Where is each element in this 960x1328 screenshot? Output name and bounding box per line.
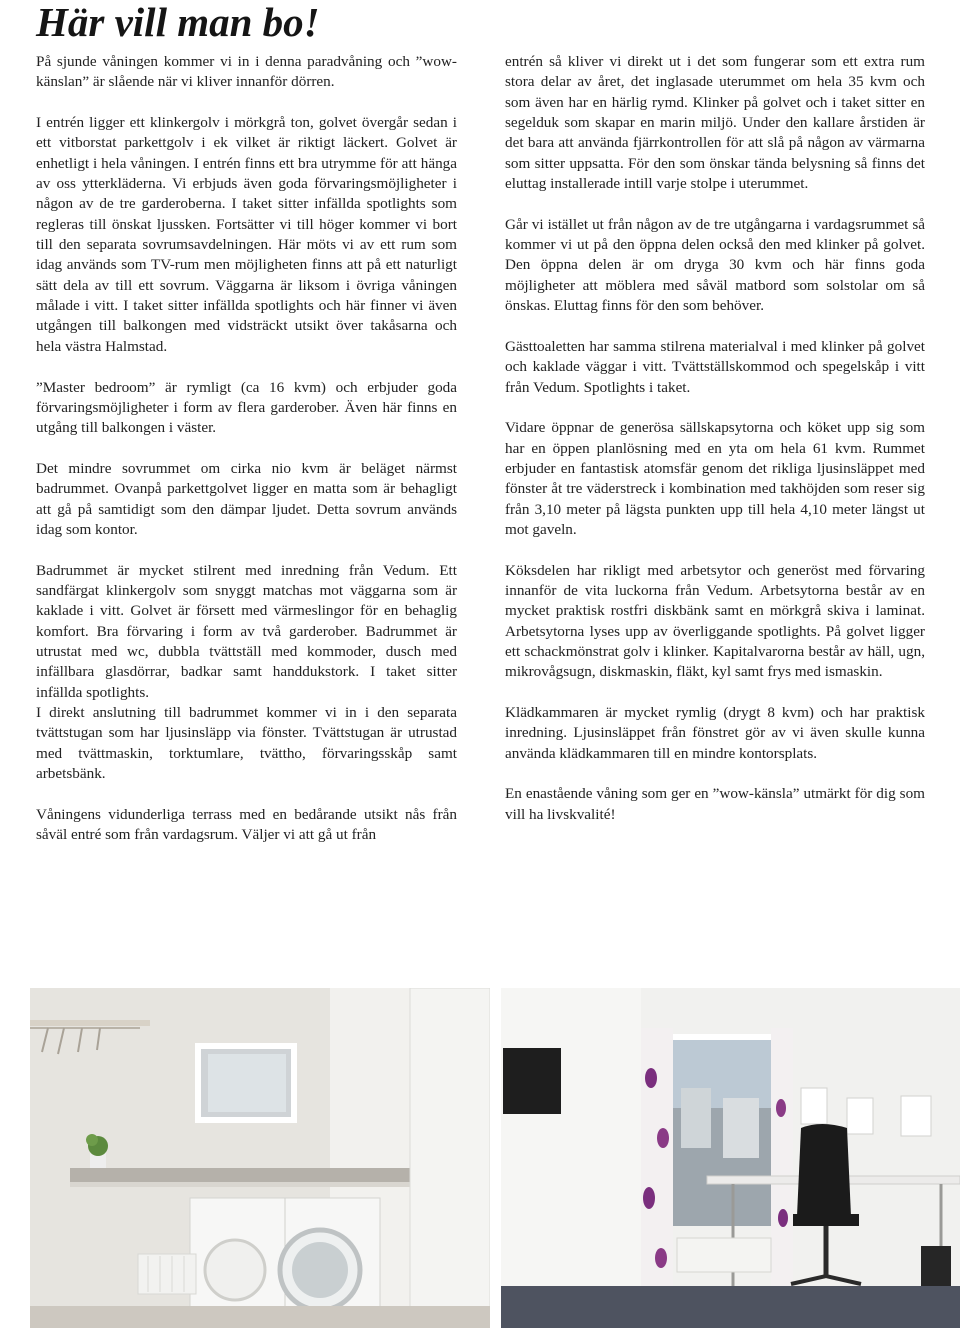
paragraph-open-terrace: Går vi istället ut från någon av de tre utgångarna i vardagsrummet så kommer vi ut på den öppna delen också den med klinker på golvet. Den öppna delen är om dryga 30 kvm och här finns goda möjligheter att möblera med såväl matbord som solstolar om så önskas. Eluttag finns för den som behöver. [505,215,925,315]
paragraph-kitchen: Köksdelen har rikligt med arbetsytor och generöst med förvaring innanför de vita luckorna från Vedum. Arbetsytorna består av en mycket praktisk rostfri diskbänk samt en mörkgrå skiva i laminat. Arbetsytorna lyses upp av överliggande spotlights. På golvet ligger ett schackmönstrat golv i klinker. Kapitalvarorna består av häll, ugn, mikrovågsugn, diskmaskin, fläkt, kyl samt frys med ismaskin. [505,561,925,681]
paragraph-walk-in-closet: Klädkammaren är mycket rymlig (drygt 8 kvm) och har praktisk inredning. Ljusinsläppet från fönstret gör av vi även skulle kunna använda klädkammaren till en mindre kontorsplats. [505,704,925,762]
paragraph-laundry: I direkt anslutning till badrummet kommer vi in i den separata tvättstugan som har ljusinsläpp via fönster. Tvättstugan är utrustad med tvättmaskin, torktumlare, tvättho, förvaringsskåp samt arbetsbänk. [36,704,457,783]
paragraph-master-bedroom: ”Master bedroom” är rymligt (ca 16 kvm) och erbjuder goda förvaringsmöjligheter i form av flera garderober. Även här finns en utgång till balkongen i väster. [36,378,457,437]
page-title: Här vill man bo! [36,0,320,45]
paragraph-closing: En enastående våning som ger en ”wow-känsla” utmärkt för dig som vill ha livskvalité! [505,785,925,823]
paragraph-entrance: I entrén ligger ett klinkergolv i mörkgrå ton, golvet övergår sedan i ett vitborstat parkettgolv i ek vilket är riktigt läckert. Golvet är enhetligt i hela våningen. I entrén finns ett bra utrymme för att hänga av oss ytterkläderna. Vi erbjuds även goda förvaringsmöjligheter i någon av de tre garderoberna. I taket sitter infällda spotlights som regleras till önskat ljussken. Fortsätter vi till höger kommer vi bort till den separata sovrumsavdelningen. Här möts vi av ett rum som idag används som TV-rum men möjligheten finns att på ett naturligt sätt dela av till ett sovrum. Väggarna är liksom i övriga våningen målade i vitt. I taket sitter infällda spotlights och här finner vi även utgången till balkongen med vidsträckt utsikt över takåsarna och hela västra Halmstad. [36,114,457,355]
home-office-photo [501,988,960,1328]
paragraph-bathroom: Badrummet är mycket stilrent med inredning från Vedum. Ett sandfärgat klinkergolv som snyggt matchas mot väggarna som är kaklade i vitt. Golvet är försett med värmeslingor för en behaglig komfort. Bra förvaring i form av två garderober. Badrummet är utrustat med wc, dubbla tvättställ med kommoder, dusch med infällbara glasdörrar, badkar samt handdukstork. I taket sitter infällda spotlights. [36,561,457,701]
laundry-room-photo [30,988,490,1328]
paragraph-intro: På sjunde våningen kommer vi in i denna paradvåning och ”wow-känslan” är slående när vi kliver innanför dörren. [36,53,457,91]
paragraph-small-bedroom: Det mindre sovrummet om cirka nio kvm är beläget närmst badrummet. Ovanpå parkettgolvet ligger en matta som är behagligt att gå på samtidigt som den dämpar ljudet. Detta sovrum används idag som kontor. [36,459,457,538]
paragraph-terrace: Våningens vidunderliga terrass med en bedårande utsikt nås från såväl entré som från vardagsrum. Väljer vi att gå ut från [36,805,457,844]
paragraph-living-area: Vidare öppnar de generösa sällskapsytorna och köket upp sig som har en öppen planlösning med en yta om hela 61 kvm. Rummet erbjuder en fantastisk atomsfär genom det rikliga ljusinsläppet med fönster åt tre väderstreck i kombination med takhöjden som reser sig från 3,10 meter på lägsta punkten upp till hela 4,10 meter längst ut mot gaveln. [505,419,925,538]
right-text-column [505,52,925,845]
left-text-column [36,52,457,866]
paragraph-guest-toilet: Gästtoaletten har samma stilrena materialval i med klinker på golvet och kaklade väggar i vitt. Tvättställskommod och spegelskåp i vitt från Vedum. Spotlights i taket. [505,337,925,396]
paragraph-sunroom: entrén så kliver vi direkt ut i det som fungerar som ett extra rum stora delar av året, det inglasade uterummet om hela 35 kvm och som även har en härlig rymd. Klinker på golvet och i taket sitter en segelduk som skapar en marin miljö. Under den kallare årstiden är det bara att använda fjärrkontrollen för att slå på någon av värmarna som sitter uppsatta. För den som önskar tända belysning så finns det eluttag installerade intill varje stolpe i uterummet. [505,53,925,193]
